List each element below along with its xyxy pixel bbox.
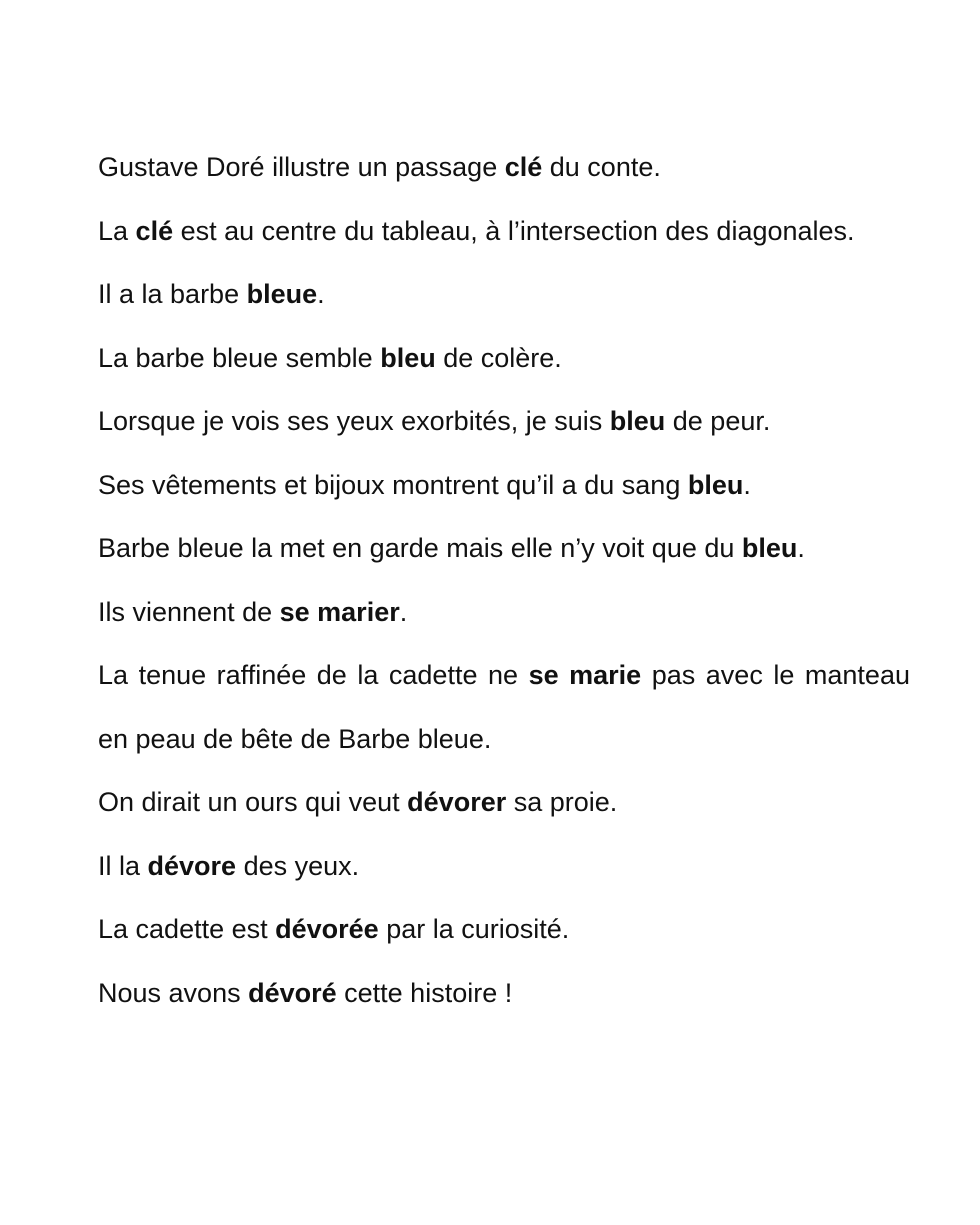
text-run: .: [743, 469, 751, 500]
bold-keyword: se marie: [528, 660, 642, 690]
text-run: Ses vêtements et bijoux montrent qu’il a du sang: [98, 469, 688, 500]
text-run: Il a la barbe: [98, 279, 247, 309]
bold-keyword: dévoré: [248, 977, 337, 1008]
text-run: Barbe bleue la met en garde mais elle n’y voit que du: [98, 533, 742, 563]
text-run: On dirait un ours qui veut: [98, 787, 408, 817]
text-run: de peur.: [665, 406, 771, 436]
bold-keyword: bleu: [741, 533, 798, 563]
text-run: Nous avons: [98, 977, 249, 1008]
document-body: [98, 136, 910, 1025]
paragraph: [98, 898, 910, 962]
text-run: Lorsque je vois ses yeux exorbités, je suis: [98, 406, 610, 436]
paragraph: [98, 454, 910, 518]
paragraph: [98, 263, 910, 327]
text-run: des yeux.: [236, 850, 360, 881]
bold-keyword: dévorer: [407, 787, 507, 817]
paragraph: [98, 200, 910, 264]
paragraph: [98, 644, 910, 771]
bold-keyword: se marier: [279, 596, 400, 627]
text-run: du conte.: [542, 152, 661, 182]
text-run: cette histoire !: [336, 977, 513, 1008]
paragraph: [98, 835, 910, 899]
text-run: La barbe bleue semble: [98, 342, 381, 373]
text-run: Il la: [98, 850, 148, 881]
paragraph: [98, 771, 910, 835]
text-run: La tenue raffinée de la cadette ne: [98, 660, 529, 690]
bold-keyword: bleu: [609, 406, 666, 436]
text-run: La cadette est: [98, 914, 276, 944]
text-run: .: [317, 279, 325, 309]
text-run: .: [399, 596, 408, 627]
text-run: de colère.: [435, 342, 562, 373]
text-run: La: [98, 215, 136, 246]
bold-keyword: clé: [135, 215, 174, 246]
text-run: Ils viennent de: [98, 596, 280, 627]
paragraph: [98, 517, 910, 581]
text-run: est au centre du tableau, à l’intersection des diagonales.: [173, 215, 855, 246]
bold-keyword: clé: [504, 152, 543, 182]
bold-keyword: bleu: [380, 342, 436, 373]
text-run: Gustave Doré illustre un passage: [98, 152, 505, 182]
bold-keyword: dévore: [147, 850, 237, 881]
text-run: par la curiosité.: [378, 914, 570, 944]
paragraph: [98, 390, 910, 454]
paragraph: [98, 962, 910, 1026]
paragraph: [98, 327, 910, 391]
bold-keyword: bleu: [687, 469, 744, 500]
text-run: pas avec le manteau en peau de bête de Barbe bleue.: [98, 660, 910, 754]
paragraph: [98, 581, 910, 645]
bold-keyword: bleue: [246, 279, 318, 309]
text-run: .: [797, 533, 805, 563]
bold-keyword: dévorée: [275, 914, 379, 944]
text-run: sa proie.: [506, 787, 618, 817]
paragraph: [98, 136, 910, 200]
